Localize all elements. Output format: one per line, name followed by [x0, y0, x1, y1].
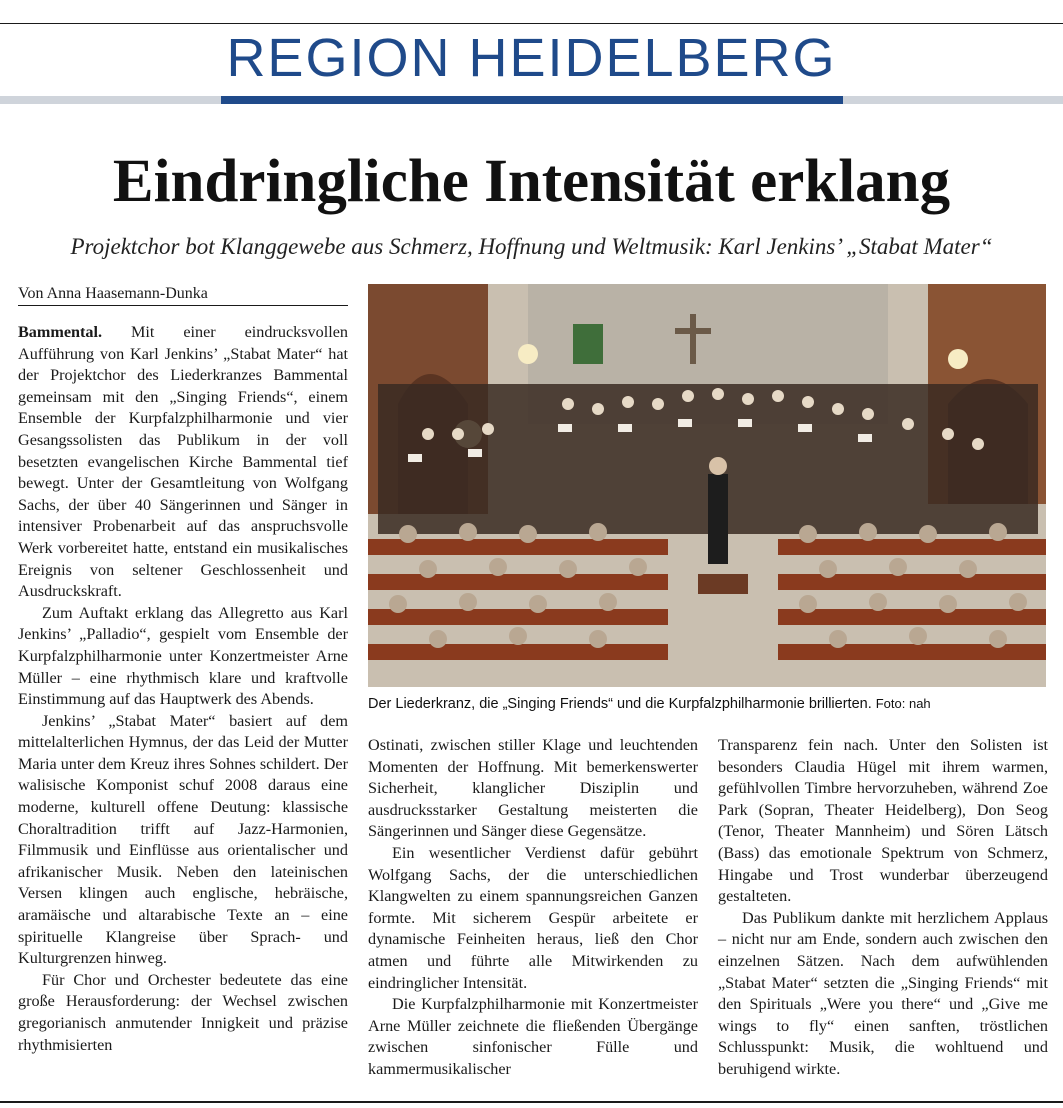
paragraph: Bammental. Mit einer eindrucksvollen Aufführung von Karl Jenkins’ „Stabat Mater“ hat der Projektchor des Liederkranzes Bammental gemeinsam mit den „Singing Friends“, einem Ensemble der Kurpfalzphilharmonie und vier Gesangssolisten das Publikum in der voll besetzten evangelischen Kirche Bammental tief bewegt. Unter der Gesamtleitung von Wolfgang Sachs, der über 40 Sängerinnen und Sänger in intensiver Probenarbeit auf das anspruchsvolle Werk vorbereitet hatte, entstand ein musikalisches Ereignis von seltener Geschlossenheit und Ausdruckskraft.: [18, 323, 349, 601]
header-top-rule: [0, 23, 1063, 24]
section-title: REGION HEIDELBERG: [226, 28, 837, 88]
dateline-place: Bammental.: [18, 323, 103, 341]
paragraph: Das Publikum dankte mit herzlichem Applaus – nicht nur am Ende, sondern auch zwischen den einzelnen Sätzen. Nach dem aufwühlenden „Stabat Mater“ setzten die „Singing Friends“ mit den Spirituals „Were you there“ und „Give me wings to fly“ einen sanften, tröstlichen Schlusspunkt: Musik, die wohltuend und beruhigend wirkte.: [718, 908, 1048, 1078]
church-concert-illustration: [368, 284, 1046, 687]
headline: Eindringliche Intensität erklang: [112, 148, 951, 215]
photo-caption: Der Liederkranz, die „Singing Friends“ und die Kurpfalzphilharmonie brillierten. Foto: nah: [368, 696, 931, 712]
paragraph: Die Kurpfalzphilharmonie mit Konzertmeister Arne Müller zeichnete die fließenden Übergänge zwischen sinfonischer Fülle und kammermusikalischer: [368, 995, 698, 1078]
bottom-rule: [0, 1101, 1063, 1103]
byline: Von Anna Haasemann-Dunka: [18, 285, 208, 302]
photo-credit: Foto: nah: [875, 696, 931, 711]
byline-rule: [18, 305, 348, 306]
paragraph: Ostinati, zwischen stiller Klage und leuchtenden Momenten der Hoffnung. Mit bemerkenswerter Sicherheit, klanglicher Disziplin und ausdrucksstarker Gestaltung meisterten die Sängerinnen und Sänger diese Gegensätze.: [368, 736, 698, 841]
article-column-3: [718, 735, 1048, 1081]
paragraph: Zum Auftakt erklang das Allegretto aus Karl Jenkins’ „Palladio“, gespielt vom Ensemble der Kurpfalzphilharmonie unter Konzertmeister Arne Müller – eine rhythmisch klare und kraftvolle Einstimmung auf das Hauptwerk des Abends.: [18, 603, 348, 709]
article-column-2: [368, 735, 698, 1081]
concert-photo: [368, 284, 1046, 687]
article-column-1: [18, 322, 348, 1056]
paragraph: Transparenz fein nach. Unter den Solisten ist besonders Claudia Hügel mit ihrem warmen, gefühlvollen Timbre hervorzuheben, während Zoe Park (Sopran, Theater Heidelberg), Don Seog (Tenor, Theater Mannheim) und Sören Lätsch (Bass) das emotionale Spektrum von Schmerz, Hingabe und Trost wunderbar überzeugend gestalteten.: [718, 736, 1048, 906]
paragraph: Ein wesentlicher Verdienst dafür gebührt Wolfgang Sachs, der die unterschiedlichen Klangwelten zu einem spannungsreichen Ganzen formte. Mit sicherem Gespür arbeitete er dynamische Feinheiten heraus, ließ den Chor atmen und führte alle Mitwirkenden zu eindringlicher Intensität.: [368, 843, 698, 992]
paragraph: Jenkins’ „Stabat Mater“ basiert auf dem mittelalterlichen Hymnus, der das Leid der Mutter Maria unter dem Kreuz ihres Sohnes schildert. Der walisische Komponist schuf 2008 daraus eine moderne, kulturell offene Deutung: klassische Choraltradition trifft auf Jazz-Harmonien, Filmmusik und Einflüsse aus orientalischer und afrikanischer Musik. Neben den lateinischen Versen klingen auch englische, hebräische, aramäische und altarabische Texte an – eine spirituelle Klangreise über Sprach- und Kulturgrenzen hinweg.: [18, 711, 348, 968]
subheadline: Projektchor bot Klanggewebe aus Schmerz, Hoffnung und Weltmusik: Karl Jenkins’ „Stabat Mater“: [70, 234, 993, 259]
header-band-accent: [221, 96, 843, 104]
paragraph: Für Chor und Orchester bedeutete das eine große Herausforderung: der Wechsel zwischen gregorianisch anmutender Innigkeit und präzise rhythmisierten: [18, 970, 348, 1054]
